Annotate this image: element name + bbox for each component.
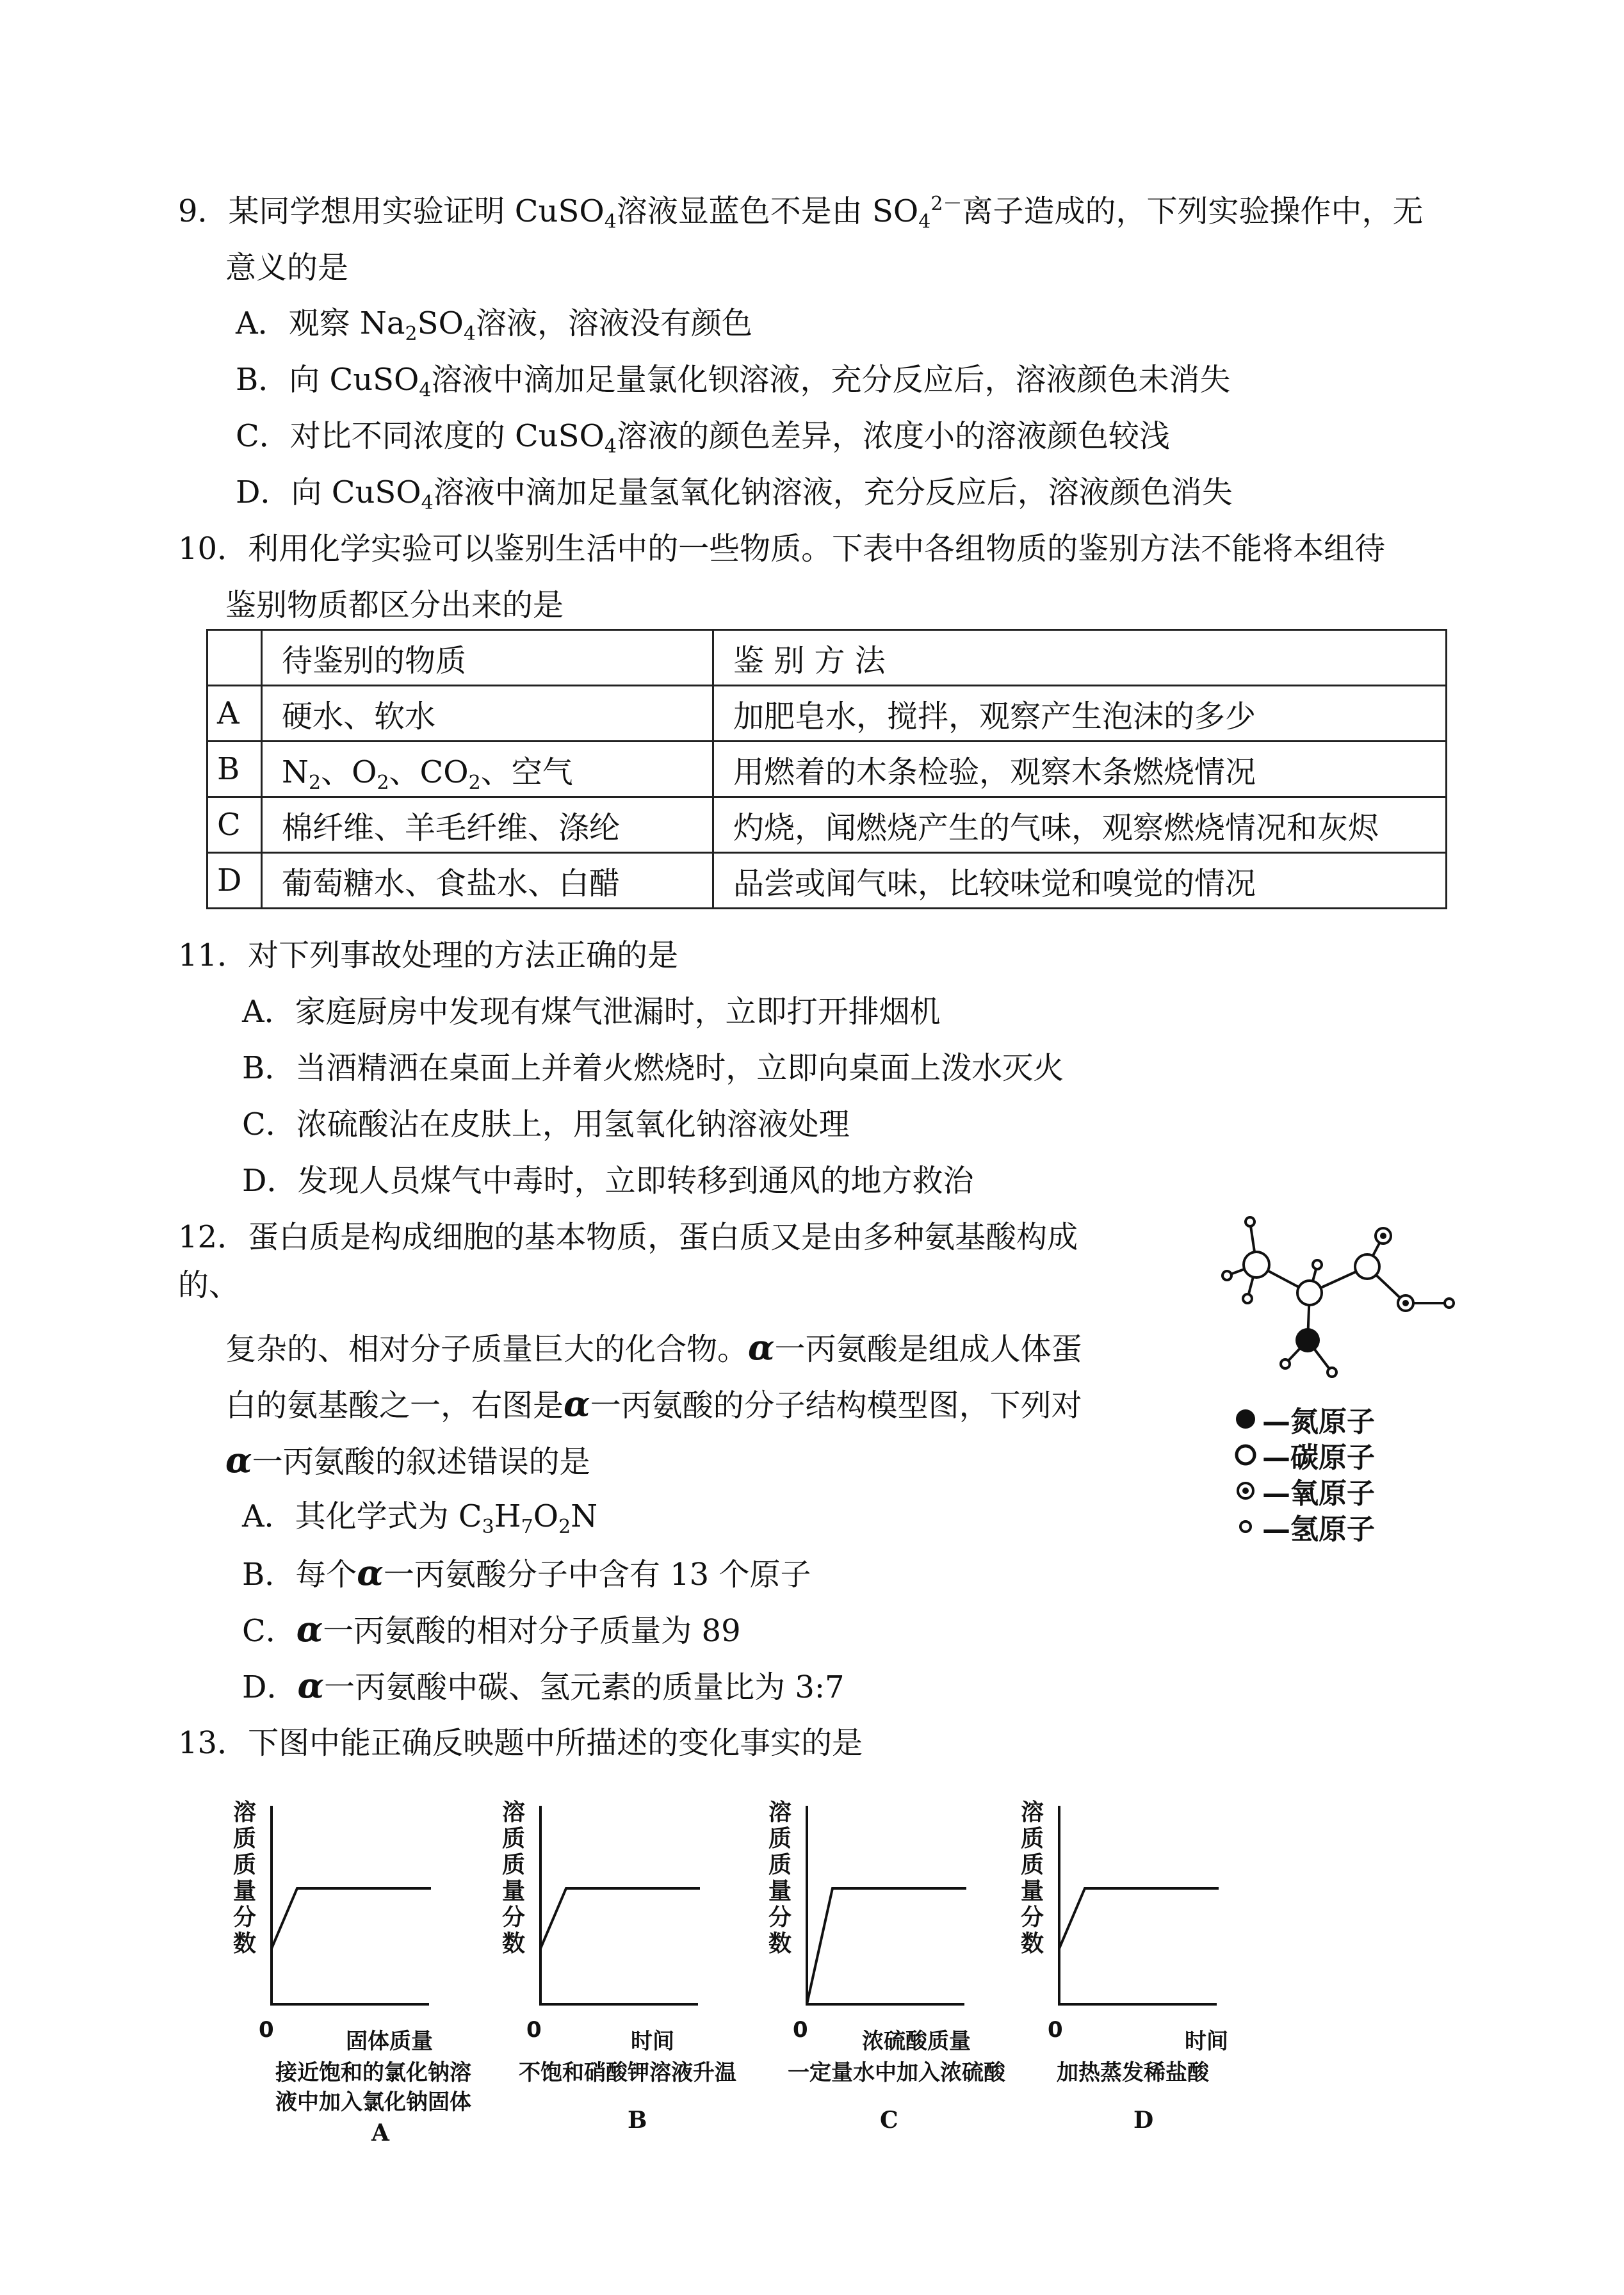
legend-hydrogen: —氢原子 xyxy=(1233,1509,1375,1545)
q10-stem-line1: 10．利用化学实验可以鉴别生活中的一些物质。下表中各组物质的鉴别方法不能将本组待 xyxy=(178,531,1386,567)
graph-letter: B xyxy=(628,2107,647,2134)
q12-option-c: C．α一丙氨酸的相对分子质量为 89 xyxy=(242,1609,741,1650)
table-header-row xyxy=(207,630,1447,686)
q9-option-b: B．向 CuSO$_4$溶液中滴加足量氯化钡溶液，充分反应后，溶液颜色未消失 xyxy=(236,362,1231,401)
graph-caption: 不饱和硝酸钾溶液升温 xyxy=(519,2060,736,2086)
graph-y-axis-label: 溶 质 质 量 分 数 xyxy=(768,1799,792,1957)
table-cell-items: 棉纤维、羊毛纤维、涤纶 xyxy=(262,797,713,853)
graph-d-plot xyxy=(1018,1787,1230,2030)
table-row xyxy=(207,686,1447,742)
graph-letter: D xyxy=(1133,2107,1154,2134)
graph-caption: 接近饱和的氯化钠溶 xyxy=(275,2060,471,2086)
table-row xyxy=(207,853,1447,909)
graph-x-axis-label: 时间 xyxy=(631,2029,674,2054)
q11-option-b: B．当酒精洒在桌面上并着火燃烧时，立即向桌面上泼水灭火 xyxy=(242,1050,1064,1086)
q11-option-a: A．家庭厨房中发现有煤气泄漏时，立即打开排烟机 xyxy=(242,994,941,1030)
table-cell-label: C xyxy=(207,797,262,853)
q9-option-d: D．向 CuSO$_4$溶液中滴加足量氢氧化钠溶液，充分反应后，溶液颜色消失 xyxy=(236,474,1233,514)
graph-y-axis-label: 溶 质 质 量 分 数 xyxy=(232,1799,256,1957)
table-header-cell: 鉴 别 方 法 xyxy=(713,630,1447,686)
table-cell-items: $N_2$、$O_2$、$CO_2$、空气 xyxy=(262,742,713,797)
graph-caption: 一定量水中加入浓硫酸 xyxy=(788,2060,1005,2086)
q12-stem-line5: α一丙氨酸的叙述错误的是 xyxy=(225,1439,590,1480)
q12-option-b: B．每个α一丙氨酸分子中含有 13 个原子 xyxy=(242,1552,811,1593)
graph-c-plot xyxy=(766,1787,977,2030)
q9-option-c: C．对比不同浓度的 CuSO$_4$溶液的颜色差异，浓度小的溶液颜色较浅 xyxy=(236,418,1170,458)
q11-option-d: D．发现人员煤气中毒时，立即转移到通风的地方救治 xyxy=(242,1163,974,1199)
graph-origin-label: 0 xyxy=(259,2017,274,2043)
q13-stem: 13．下图中能正确反映题中所描述的变化事实的是 xyxy=(178,1725,863,1761)
q12-stem-line4: 白的氨基酸之一，右图是α一丙氨酸的分子结构模型图，下列对 xyxy=(225,1383,1082,1424)
graph-x-axis-label: 固体质量 xyxy=(346,2029,433,2054)
alanine-molecule-model xyxy=(1185,1204,1466,1396)
table-row xyxy=(207,742,1447,797)
graph-origin-label: 0 xyxy=(526,2017,542,2043)
table-cell-label: D xyxy=(207,853,262,909)
open-circle-icon xyxy=(1233,1442,1258,1468)
identification-table xyxy=(206,629,1447,909)
table-header-cell: 待鉴别的物质 xyxy=(262,630,713,686)
table-cell-items: 硬水、软水 xyxy=(262,686,713,742)
q9-stem-line1: 9．某同学想用实验证明 CuSO$_4$溶液显蓝色不是由 $SO_4^{2-}$离子造成的，下列实验操作中，无 xyxy=(178,193,1424,233)
q9-option-a: A．观察 $Na_2SO_4$溶液，溶液没有颜色 xyxy=(236,305,752,345)
q12-stem-line3: 复杂的、相对分子质量巨大的化合物。α一丙氨酸是组成人体蛋 xyxy=(225,1327,1082,1368)
graph-y-axis-label: 溶 质 质 量 分 数 xyxy=(1020,1799,1044,1957)
table-row xyxy=(207,797,1447,853)
graph-x-axis-label: 时间 xyxy=(1185,2029,1228,2054)
q9-stem-line2: 意义的是 xyxy=(225,250,349,286)
legend-nitrogen: —氮原子 xyxy=(1233,1401,1375,1437)
graph-caption: 加热蒸发稀盐酸 xyxy=(1057,2060,1209,2086)
filled-circle-icon xyxy=(1233,1406,1258,1432)
q10-stem-line2: 鉴别物质都区分出来的是 xyxy=(225,587,564,623)
q12-option-a: A．其化学式为 $C_3H_7O_2N$ xyxy=(242,1498,598,1538)
graph-letter: A xyxy=(371,2120,389,2146)
legend-oxygen: —氧原子 xyxy=(1233,1473,1375,1509)
table-cell-label: B xyxy=(207,742,262,797)
table-cell-method: 品尝或闻气味，比较味觉和嗅觉的情况 xyxy=(713,853,1447,909)
q11-option-c: C．浓硫酸沾在皮肤上，用氢氧化钠溶液处理 xyxy=(242,1107,850,1142)
table-header-cell xyxy=(207,630,262,686)
q12-stem-line2: 的、 xyxy=(178,1267,240,1303)
q11-stem: 11．对下列事故处理的方法正确的是 xyxy=(178,937,679,973)
graph-a-plot xyxy=(231,1787,442,2030)
graph-letter: C xyxy=(880,2107,898,2134)
graph-origin-label: 0 xyxy=(793,2017,808,2043)
q12-option-d: D．α一丙氨酸中碳、氢元素的质量比为 3:7 xyxy=(242,1665,845,1706)
graph-caption: 液中加入氯化钠固体 xyxy=(275,2089,471,2115)
graph-b-plot xyxy=(499,1787,711,2030)
graph-origin-label: 0 xyxy=(1048,2017,1063,2043)
atom-legend xyxy=(1233,1401,1375,1545)
legend-carbon: —碳原子 xyxy=(1233,1437,1375,1473)
table-cell-label: A xyxy=(207,686,262,742)
table-cell-method: 灼烧，闻燃烧产生的气味，观察燃烧情况和灰烬 xyxy=(713,797,1447,853)
small-circle-icon xyxy=(1233,1514,1258,1539)
q12-stem-line1: 12．蛋白质是构成细胞的基本物质，蛋白质又是由多种氨基酸构成 xyxy=(178,1219,1078,1255)
table-cell-method: 用燃着的木条检验，观察木条燃烧情况 xyxy=(713,742,1447,797)
table-cell-items: 葡萄糖水、食盐水、白醋 xyxy=(262,853,713,909)
graph-y-axis-label: 溶 质 质 量 分 数 xyxy=(501,1799,525,1957)
graph-x-axis-label: 浓硫酸质量 xyxy=(862,2029,971,2054)
table-cell-method: 加肥皂水，搅拌，观察产生泡沫的多少 xyxy=(713,686,1447,742)
dotted-circle-icon xyxy=(1233,1478,1258,1504)
